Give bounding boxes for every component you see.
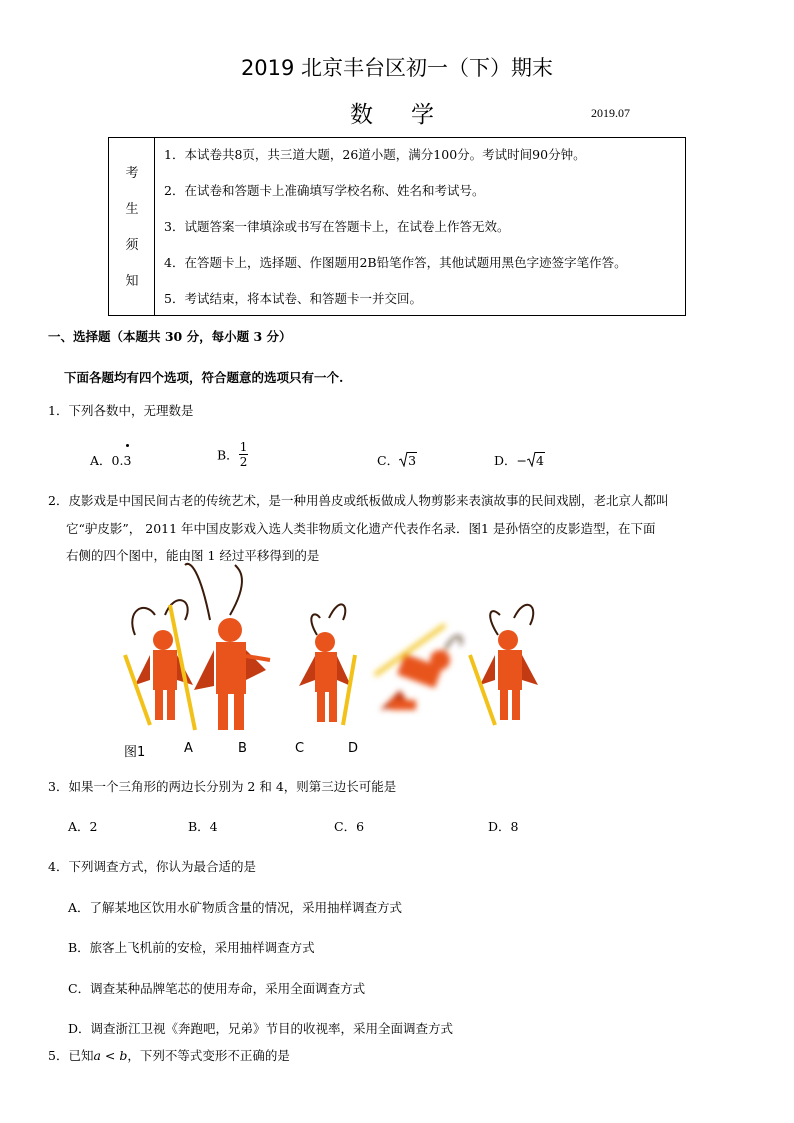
figure-label: 图1 <box>124 745 146 760</box>
option-label: C． <box>377 453 400 468</box>
q4-option-d: D．调查浙江卫视《奔跑吧，兄弟》节目的收视率，采用全面调查方式 <box>68 1021 454 1036</box>
radicand: 4 <box>536 453 544 468</box>
repeating-dot <box>126 444 129 447</box>
q1-option-b <box>217 440 248 469</box>
question-2-line: 2．皮影戏是中国民间古老的传统艺术，是一种用兽皮或纸板做成人物剪影来表演故事的民间戏剧，老北京人都叫 <box>48 493 669 508</box>
option-label: A． <box>90 453 112 468</box>
puppet-figure-b <box>299 604 355 725</box>
question-2-line: 右侧的四个图中，能由图 1 经过平移得到的是 <box>66 548 320 563</box>
figure-label: C <box>295 741 305 756</box>
q4-option-a: A．了解某地区饮用水矿物质含量的情况，采用抽样调查方式 <box>68 900 403 915</box>
notice-item: 5．考试结束，将本试卷、和答题卡一并交回。 <box>164 291 422 306</box>
notice-item: 4．在答题卡上，选择题、作图题用2B铅笔作答，其他试题用黑色字迹签字笔作答。 <box>164 255 627 270</box>
figure-label: A <box>184 741 193 756</box>
option-label: D．− <box>494 453 527 468</box>
notice-item: 3．试题答案一律填涂或书写在答题卡上，在试卷上作答无效。 <box>164 219 510 234</box>
puppet-figure-a <box>170 564 270 730</box>
subject-title: 数学 <box>350 102 472 128</box>
q3-option-c: C．6 <box>334 819 365 834</box>
q3-option-d: D．8 <box>488 819 519 834</box>
question-4-stem: 4．下列调查方式，你认为最合适的是 <box>48 859 256 874</box>
q1-option-a <box>90 451 131 469</box>
radicand: 3 <box>408 453 417 468</box>
q4-option-b: B．旅客上飞机前的安检，采用抽样调查方式 <box>68 940 315 955</box>
figure-label: D <box>348 741 359 756</box>
fraction <box>239 440 249 469</box>
q5-stem-prefix: 5．已知 <box>48 1048 94 1063</box>
notice-label-char: 生 <box>125 202 139 217</box>
figure-label: B <box>238 741 247 756</box>
question-5-stem <box>48 1046 290 1064</box>
q1-option-c <box>377 451 417 469</box>
radical-sign-icon <box>527 451 536 467</box>
notice-label-char: 考 <box>125 166 139 181</box>
q5-stem-suffix: ，下列不等式变形不正确的是 <box>127 1048 290 1063</box>
question-1-stem: 1．下列各数中，无理数是 <box>48 403 194 418</box>
q1-option-d <box>494 451 545 469</box>
q4-option-c: C．调查某种品牌笔芯的使用寿命，采用全面调查方式 <box>68 981 366 996</box>
notice-label-char: 知 <box>125 274 139 289</box>
square-root <box>527 453 545 468</box>
radical-sign-icon <box>399 451 408 467</box>
q3-option-b: B．4 <box>188 819 218 834</box>
fraction-denominator: 2 <box>239 455 248 469</box>
q5-inequality: a < b <box>93 1048 128 1063</box>
option-label: B． <box>217 447 239 463</box>
question-3-stem: 3．如果一个三角形的两边长分别为 2 和 4，则第三边长可能是 <box>48 779 397 794</box>
notice-item: 1．本试卷共8页，共三道大题，26道小题，满分100分。考试时间90分钟。 <box>164 147 586 162</box>
exam-date: 2019.07 <box>591 106 630 120</box>
shadow-puppet-figures <box>80 560 550 740</box>
puppet-figure-d <box>470 605 538 725</box>
section-heading: 一、选择题（本题共 30 分，每小题 3 分） <box>48 329 292 344</box>
puppet-figure-c <box>375 625 461 710</box>
square-root <box>399 453 417 468</box>
notice-item: 2．在试卷和答题卡上准确填写学校名称、姓名和考试号。 <box>164 183 485 198</box>
q3-option-a: A．2 <box>68 819 98 834</box>
repeating-decimal: 0.3 <box>111 453 132 468</box>
notice-label <box>109 138 155 315</box>
section-instruction: 下面各题均有四个选项，符合题意的选项只有一个. <box>64 370 344 385</box>
page-title: 2019 北京丰台区初一（下）期末 <box>240 56 554 80</box>
question-2-line: 它“驴皮影”， 2011 年中国皮影戏入选人类非物质文化遗产代表作名录．图1 是孙悟空的皮影造型，在下面 <box>66 521 656 536</box>
notice-label-char: 须 <box>125 238 139 253</box>
notice-box <box>108 137 686 316</box>
fraction-numerator: 1 <box>239 440 248 454</box>
